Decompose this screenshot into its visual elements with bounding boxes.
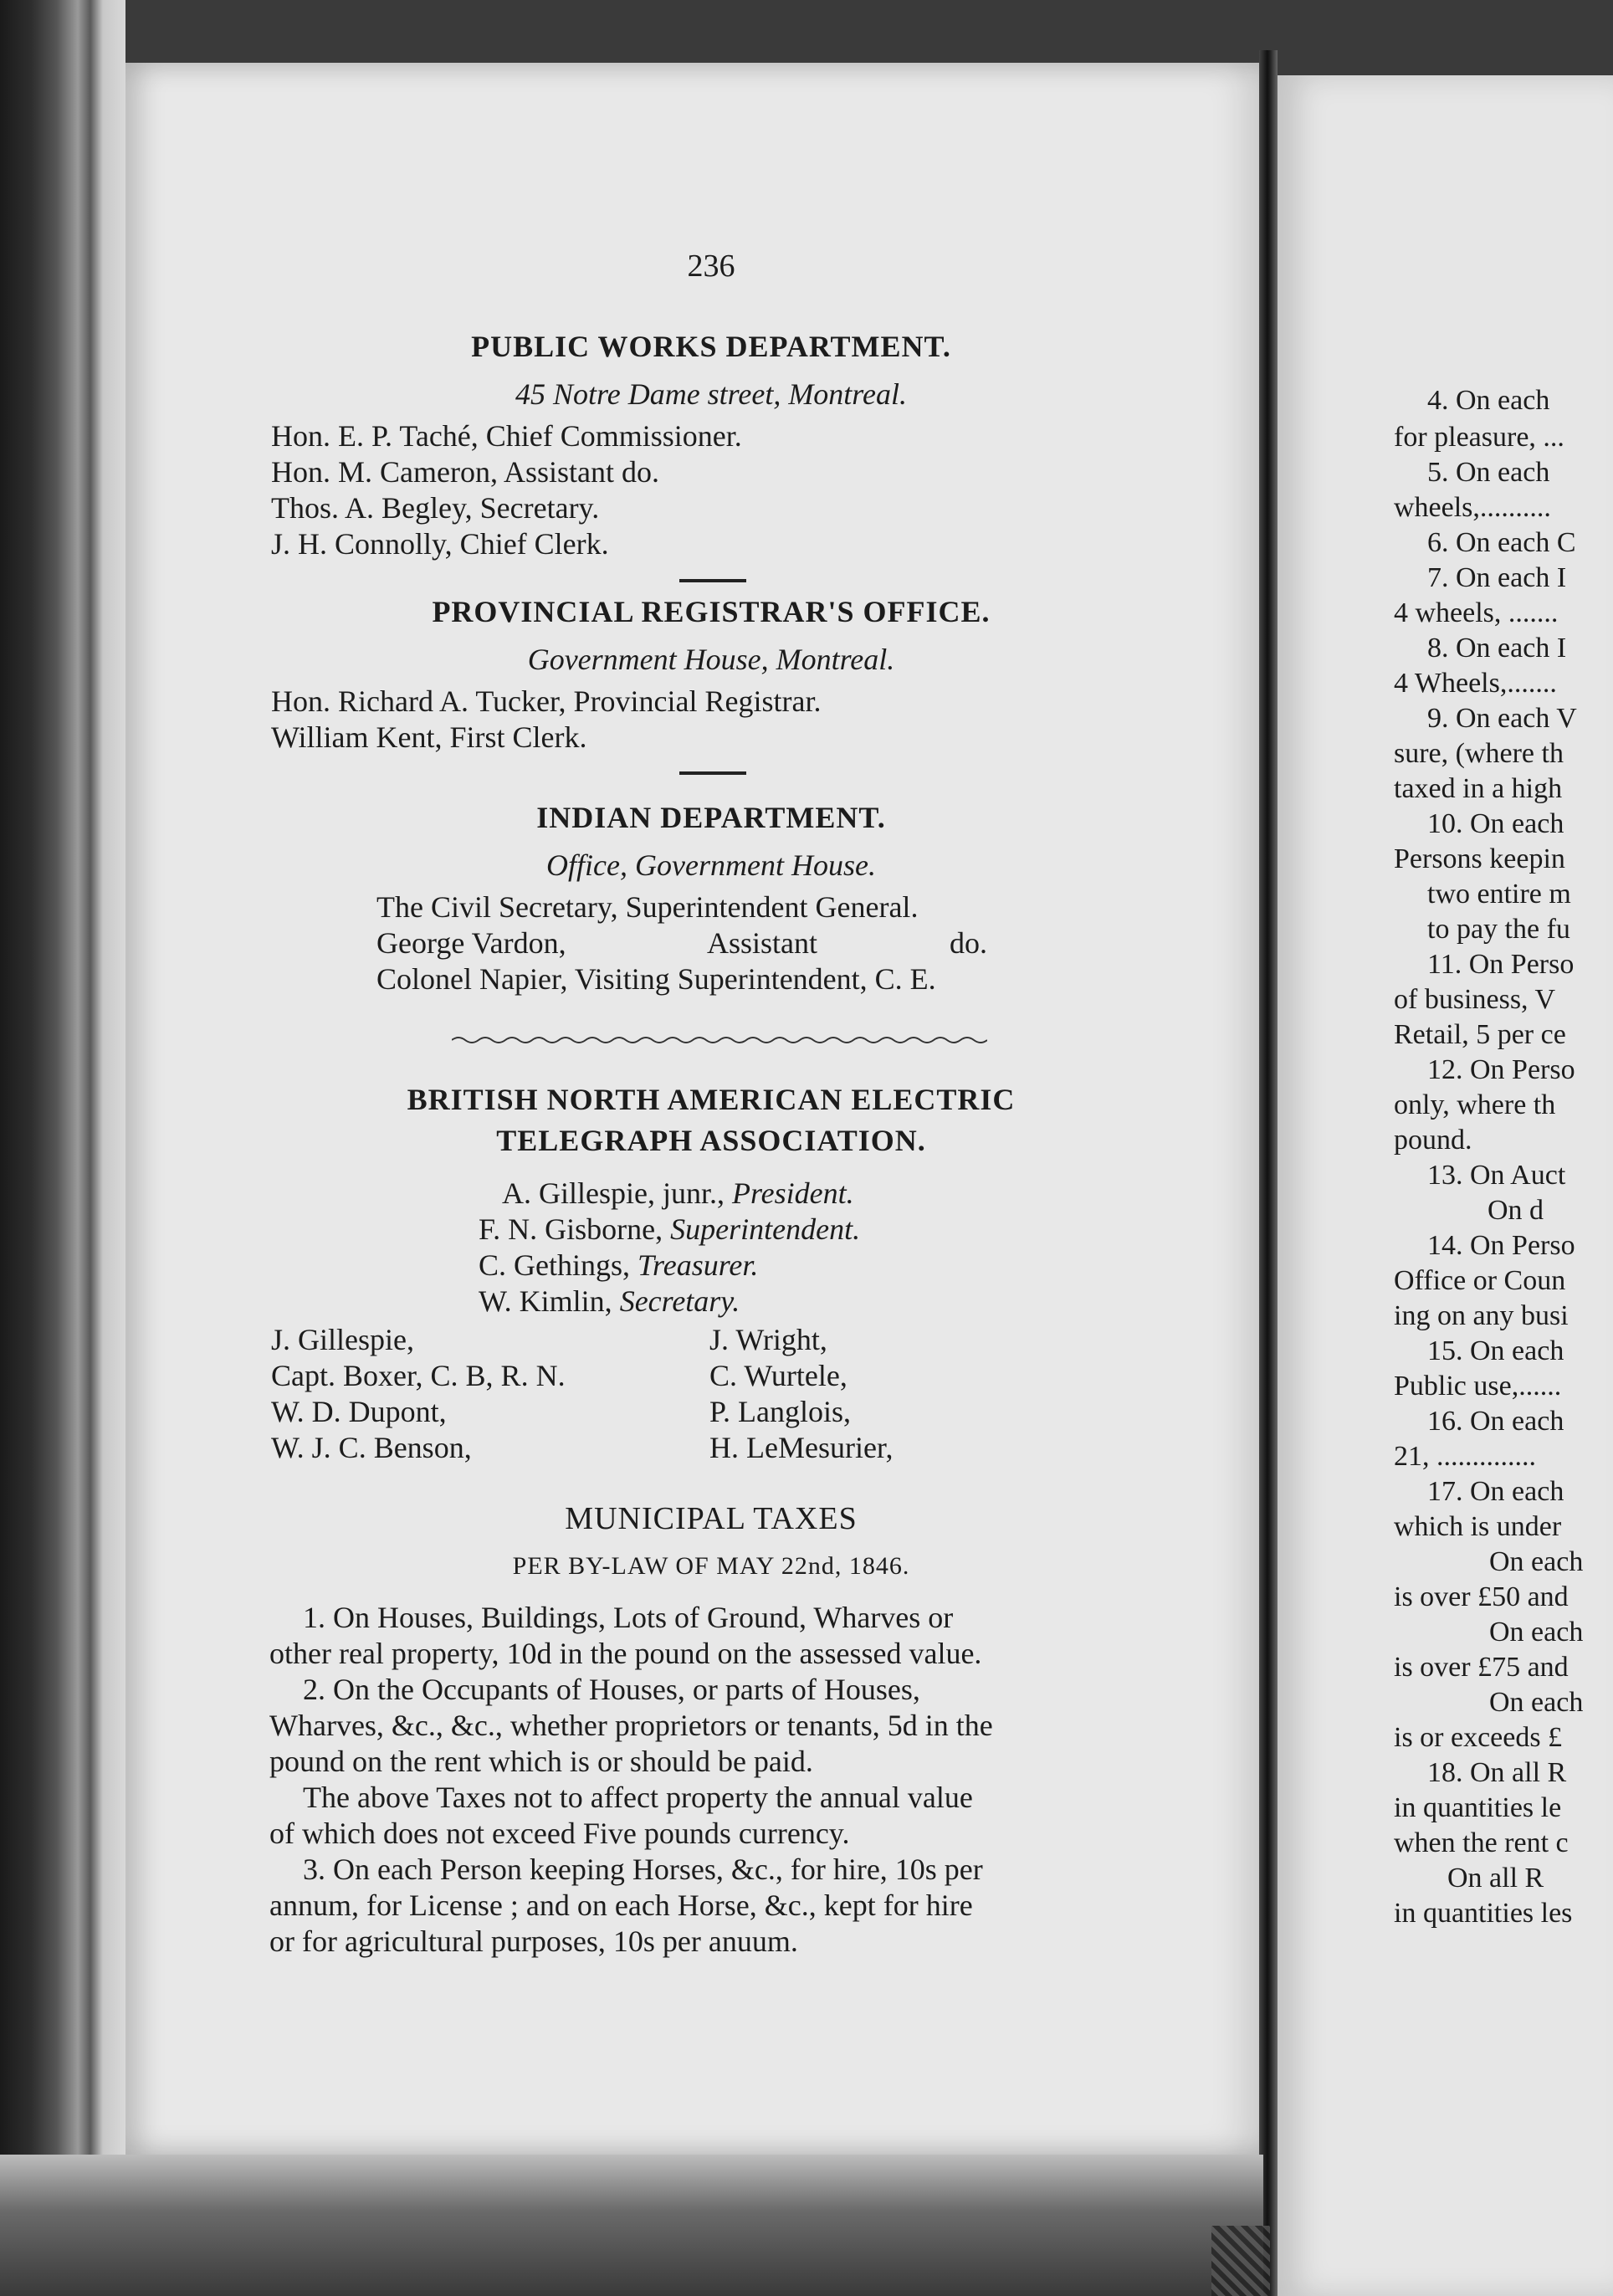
telegraph-member: C. Wurtele, [709,1359,847,1392]
right-page-line: when the rent c [1394,1827,1569,1858]
municipal-line: of which does not exceed Five pounds currency. [269,1817,850,1850]
page-bottom-shadow [0,2155,1263,2296]
right-page-line: 4 Wheels,....... [1394,668,1557,699]
right-page-line: 10. On each [1427,808,1564,839]
registrar-line: William Kent, First Clerk. [271,720,587,754]
telegraph-member: W. J. C. Benson, [271,1431,472,1464]
binding-texture [1211,2226,1270,2296]
right-page-line: wheels,.......... [1394,492,1551,523]
section-heading-public-works: PUBLIC WORKS DEPARTMENT. [471,330,951,363]
page-number: 236 [687,249,735,284]
municipal-line: annum, for License ; and on each Horse, &c., kept for hire [269,1889,973,1922]
telegraph-officer [479,1212,860,1247]
book-edge [0,0,125,2296]
right-page-line: pound. [1394,1125,1472,1156]
telegraph-member: P. Langlois, [709,1395,852,1428]
right-page-line: Public use,...... [1394,1371,1562,1402]
right-page-line: 15. On each [1427,1335,1564,1366]
telegraph-member: W. D. Dupont, [271,1395,447,1428]
municipal-line: or for agricultural purposes, 10s per anuum. [269,1924,798,1958]
officer-title: Secretary. [619,1284,740,1318]
right-page-line: Office or Coun [1394,1265,1566,1296]
officer-name: A. Gillespie, junr., [502,1176,725,1210]
municipal-line: 2. On the Occupants of Houses, or parts of Houses, [303,1673,920,1706]
indian-line: Colonel Napier, Visiting Superintendent, C. E. [376,962,936,996]
right-page-line: 16. On each [1427,1406,1564,1437]
right-page-line: ing on any busi [1394,1300,1569,1331]
municipal-line: other real property, 10d in the pound on the assessed value. [269,1637,982,1670]
indian-address-office: Office [546,848,621,882]
right-page-line: sure, (where th [1394,738,1564,769]
municipal-line: pound on the rent which is or should be paid. [269,1745,813,1778]
telegraph-member: J. Wright, [709,1323,827,1356]
right-page-line: 17. On each [1427,1476,1564,1507]
ornamental-divider [452,1034,987,1046]
municipal-line: 3. On each Person keeping Horses, &c., for hire, 10s per [303,1853,983,1886]
public-works-line: J. H. Connolly, Chief Clerk. [271,527,609,561]
municipal-line: Wharves, &c., &c., whether proprietors or tenants, 5d in the [269,1709,993,1742]
right-page-line: On each [1489,1546,1584,1577]
right-page-line: 13. On Auct [1427,1160,1566,1191]
indian-line: The Civil Secretary, Superintendent General. [376,890,919,924]
telegraph-officer [479,1248,758,1283]
right-page-line: to pay the fu [1427,914,1570,945]
right-page-line: On d [1488,1195,1544,1226]
right-page-line: is or exceeds £ [1394,1722,1563,1753]
section-heading-telegraph-2: TELEGRAPH ASSOCIATION. [496,1124,926,1157]
right-page-line: Persons keepin [1394,843,1565,874]
municipal-line: The above Taxes not to affect property the annual value [303,1781,973,1814]
right-page-line: 5. On each [1427,457,1550,488]
right-page-line: 11. On Perso [1427,949,1575,980]
section-heading-registrar: PROVINCIAL REGISTRAR'S OFFICE. [432,595,991,628]
telegraph-member: Capt. Boxer, C. B, R. N. [271,1359,566,1392]
right-page-line: 21, .............. [1394,1441,1536,1472]
right-page-line: for pleasure, ... [1394,422,1564,453]
right-page-line: in quantities les [1394,1898,1573,1929]
officer-name: W. Kimlin, [479,1284,612,1318]
right-page-line: On each [1489,1617,1584,1648]
indian-line: do. [950,926,987,960]
right-page-line: Retail, 5 per ce [1394,1019,1566,1050]
officer-name: C. Gethings, [479,1248,631,1282]
public-works-line: Thos. A. Begley, Secretary. [271,491,600,525]
section-heading-telegraph-1: BRITISH NORTH AMERICAN ELECTRIC [407,1083,1016,1116]
section-heading-indian: INDIAN DEPARTMENT. [536,801,886,834]
telegraph-member: H. LeMesurier, [709,1431,894,1464]
right-page-line: 7. On each I [1427,562,1567,593]
right-page-line: 4 wheels, ....... [1394,597,1559,628]
officer-name: F. N. Gisborne, [479,1212,663,1246]
public-works-line: Hon. M. Cameron, Assistant do. [271,455,659,489]
municipal-subheading: PER BY-LAW OF MAY 22nd, 1846. [512,1552,910,1580]
telegraph-member: J. Gillespie, [271,1323,414,1356]
right-page-line: 14. On Perso [1427,1230,1575,1261]
book-gutter [1259,50,1278,2296]
public-works-address: 45 Notre Dame street, Montreal. [515,377,907,411]
right-page-line: only, where th [1394,1089,1556,1120]
section-heading-municipal: MUNICIPAL TAXES [565,1501,858,1536]
section-divider [679,771,746,775]
right-page-line: taxed in a high [1394,773,1563,804]
right-page-line: of business, V [1394,984,1555,1015]
indian-address-rest: , Government House. [620,848,876,882]
officer-title: Treasurer. [638,1248,759,1282]
indian-line: Assistant [707,926,818,960]
public-works-line: Hon. E. P. Taché, Chief Commissioner. [271,419,742,453]
section-divider [679,579,746,582]
registrar-address: Government House, Montreal. [527,643,895,676]
indian-line: George Vardon, [376,926,566,960]
right-page-line: is over £75 and [1394,1652,1569,1683]
right-page-line: On all R [1447,1863,1544,1894]
right-page-line: On each [1489,1687,1584,1718]
right-page-line: 12. On Perso [1427,1054,1575,1085]
telegraph-officer [502,1176,854,1211]
officer-title: Superintendent. [670,1212,861,1246]
indian-address [251,848,1171,883]
right-page-line: 9. On each V [1427,703,1577,734]
municipal-line: 1. On Houses, Buildings, Lots of Ground, Wharves or [303,1601,954,1634]
right-page-line: 18. On all R [1427,1757,1567,1788]
registrar-line: Hon. Richard A. Tucker, Provincial Registrar. [271,684,822,718]
right-page-line: two entire m [1427,879,1571,910]
right-page-line: 6. On each C [1427,527,1576,558]
right-page-line: 4. On each [1427,385,1550,416]
telegraph-officer [479,1284,740,1319]
officer-title: President. [731,1176,854,1210]
right-page-line: 8. On each I [1427,633,1567,664]
right-page-line: in quantities le [1394,1792,1562,1823]
right-page-line: which is under [1394,1511,1562,1542]
right-page-line: is over £50 and [1394,1581,1569,1612]
